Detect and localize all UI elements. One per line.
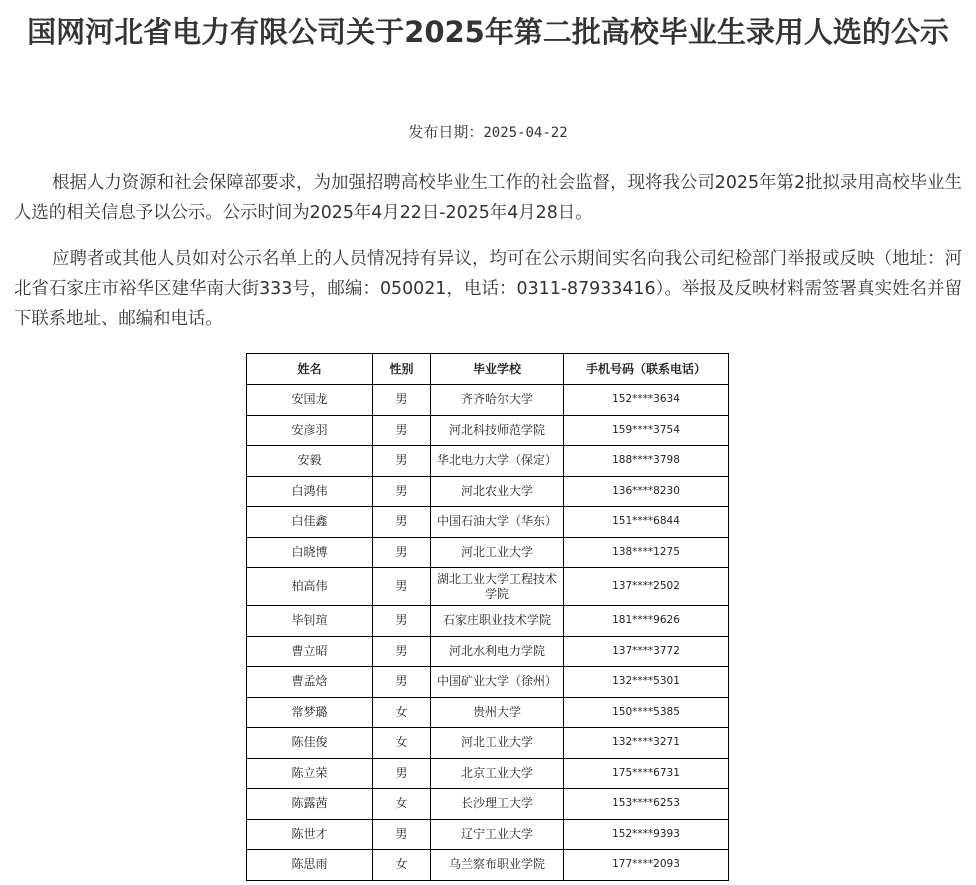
cell-name: 安彦羽	[247, 415, 373, 446]
cell-name: 安毅	[247, 446, 373, 477]
cell-phone: 151****6844	[564, 507, 729, 538]
cell-school: 河北水利电力学院	[431, 636, 564, 667]
cell-school: 中国石油大学（华东）	[431, 507, 564, 538]
table-row	[247, 789, 729, 820]
cell-school: 乌兰察布职业学院	[431, 850, 564, 881]
table-row	[247, 728, 729, 759]
publish-date-label: 发布日期：	[408, 123, 484, 141]
header-phone: 手机号码（联系电话）	[564, 354, 729, 385]
cell-gender: 女	[373, 850, 431, 881]
table-row	[247, 476, 729, 507]
cell-name: 曹孟焓	[247, 667, 373, 698]
cell-school: 河北工业大学	[431, 537, 564, 568]
cell-school: 河北农业大学	[431, 476, 564, 507]
cell-gender: 男	[373, 476, 431, 507]
cell-phone: 138****1275	[564, 537, 729, 568]
cell-phone: 188****3798	[564, 446, 729, 477]
table-row	[247, 636, 729, 667]
cell-school: 贵州大学	[431, 697, 564, 728]
cell-phone: 153****6253	[564, 789, 729, 820]
cell-phone: 177****2093	[564, 850, 729, 881]
cell-phone: 152****9393	[564, 819, 729, 850]
cell-school: 河北科技师范学院	[431, 415, 564, 446]
header-name: 姓名	[247, 354, 373, 385]
cell-school: 华北电力大学（保定）	[431, 446, 564, 477]
article-title: 国网河北省电力有限公司关于2025年第二批高校毕业生录用人选的公示	[27, 15, 949, 49]
publish-date-value: 2025-04-22	[483, 125, 568, 141]
cell-gender: 女	[373, 697, 431, 728]
header-gender: 性别	[373, 354, 431, 385]
table-row	[247, 697, 729, 728]
table-row	[247, 758, 729, 789]
cell-gender: 男	[373, 667, 431, 698]
cell-name: 常梦璐	[247, 697, 373, 728]
cell-name: 白晓博	[247, 537, 373, 568]
article-paragraph-2: 应聘者或其他人员如对公示名单上的人员情况持有异议，均可在公示期间实名向我公司纪检部门举报或反映（地址：河北省石家庄市裕华区建华南大街333号，邮编：050021，电话：0311-87933416）。举报及反映材料需签署真实姓名并留下联系地址、邮编和电话。	[14, 249, 962, 329]
cell-gender: 女	[373, 789, 431, 820]
table-row	[247, 667, 729, 698]
cell-phone: 150****5385	[564, 697, 729, 728]
candidate-table	[246, 353, 729, 881]
cell-phone: 132****3271	[564, 728, 729, 759]
cell-school: 长沙理工大学	[431, 789, 564, 820]
cell-name: 安国龙	[247, 385, 373, 416]
table-row	[247, 415, 729, 446]
cell-gender: 男	[373, 415, 431, 446]
cell-school: 齐齐哈尔大学	[431, 385, 564, 416]
cell-gender: 男	[373, 758, 431, 789]
cell-gender: 女	[373, 728, 431, 759]
cell-gender: 男	[373, 446, 431, 477]
table-row	[247, 537, 729, 568]
table-header-row	[247, 354, 729, 385]
cell-school: 石家庄职业技术学院	[431, 606, 564, 637]
table-row	[247, 606, 729, 637]
cell-name: 陈佳俊	[247, 728, 373, 759]
cell-school: 中国矿业大学（徐州）	[431, 667, 564, 698]
cell-name: 陈思雨	[247, 850, 373, 881]
cell-phone: 137****2502	[564, 568, 729, 606]
table-row	[247, 850, 729, 881]
cell-phone: 159****3754	[564, 415, 729, 446]
cell-school: 辽宁工业大学	[431, 819, 564, 850]
table-row	[247, 507, 729, 538]
cell-gender: 男	[373, 606, 431, 637]
cell-name: 陈露茜	[247, 789, 373, 820]
cell-name: 陈立荣	[247, 758, 373, 789]
cell-phone: 137****3772	[564, 636, 729, 667]
cell-gender: 男	[373, 636, 431, 667]
table-row	[247, 446, 729, 477]
cell-gender: 男	[373, 537, 431, 568]
table-row	[247, 568, 729, 606]
cell-phone: 136****8230	[564, 476, 729, 507]
cell-school: 河北工业大学	[431, 728, 564, 759]
cell-name: 曹立昭	[247, 636, 373, 667]
cell-school: 湖北工业大学工程技术学院	[431, 568, 564, 606]
cell-phone: 181****9626	[564, 606, 729, 637]
table-row	[247, 385, 729, 416]
cell-phone: 132****5301	[564, 667, 729, 698]
cell-name: 柏高伟	[247, 568, 373, 606]
publish-date	[0, 122, 976, 143]
header-school: 毕业学校	[431, 354, 564, 385]
cell-name: 毕钊瑄	[247, 606, 373, 637]
cell-name: 陈世才	[247, 819, 373, 850]
article-paragraph-1: 根据人力资源和社会保障部要求，为加强招聘高校毕业生工作的社会监督，现将我公司2025年第2批拟录用高校毕业生人选的相关信息予以公示。公示时间为2025年4月22日-2025年4月28日。	[14, 173, 962, 223]
table-row	[247, 819, 729, 850]
cell-phone: 175****6731	[564, 758, 729, 789]
cell-gender: 男	[373, 819, 431, 850]
cell-gender: 男	[373, 568, 431, 606]
cell-phone: 152****3634	[564, 385, 729, 416]
cell-name: 白鸿伟	[247, 476, 373, 507]
cell-gender: 男	[373, 507, 431, 538]
cell-gender: 男	[373, 385, 431, 416]
table-body	[247, 385, 729, 881]
cell-name: 白佳鑫	[247, 507, 373, 538]
cell-school: 北京工业大学	[431, 758, 564, 789]
